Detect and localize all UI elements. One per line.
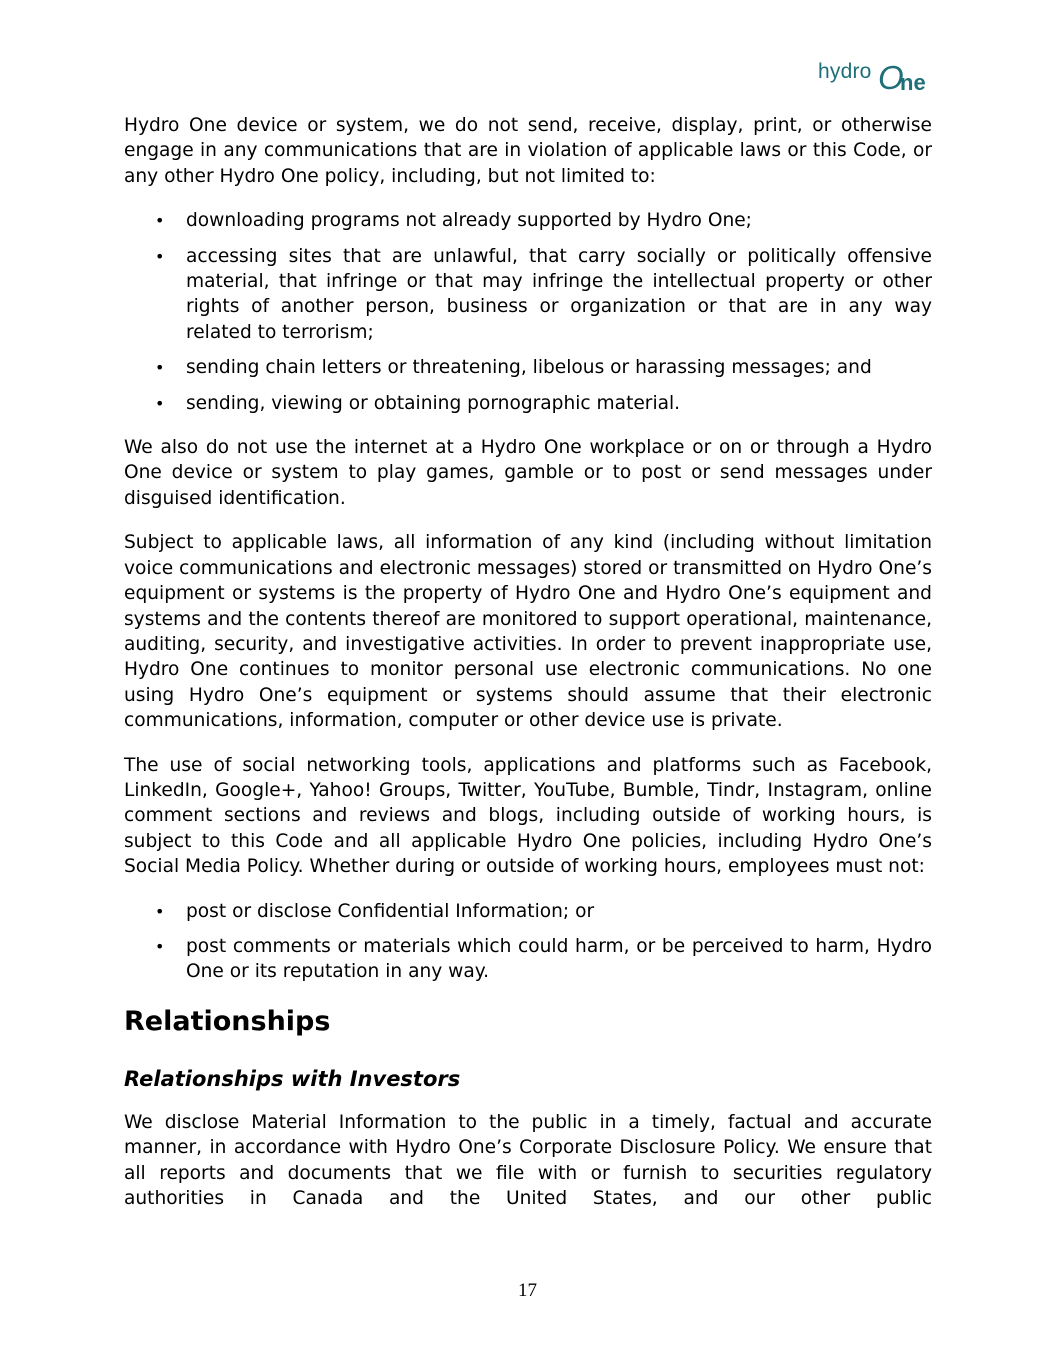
list-item xyxy=(124,899,932,924)
list-item xyxy=(124,934,932,985)
list-item-text: post or disclose Confidential Information; or xyxy=(186,900,595,922)
paragraph-information-property: Subject to applicable laws, all information of any kind (including without limitation voice communications and electronic messages) stored or transmitted on Hydro One’s equipment or systems is the property of Hydro One and Hydro One’s equipment and systems and the contents thereof are monitored to support operational, maintenance, auditing, security, and investigative activities. In order to prevent inappropriate use, Hydro One continues to monitor personal use electronic communications. No one using Hydro One’s equipment or systems should assume that their electronic communications, information, computer or other device use is private. xyxy=(124,532,932,732)
list-item xyxy=(124,391,932,416)
paragraph-internet-use: We also do not use the internet at a Hydro One workplace or on or through a Hydro One device or system to play games, gamble or to post or send messages under disguised identification. xyxy=(124,437,932,509)
paragraph-social-networking: The use of social networking tools, applications and platforms such as Facebook, LinkedIn, Google+, Yahoo! Groups, Twitter, YouTube, Bumble, Tindr, Instagram, online comment sections and reviews and blogs, including outside of working hours, is subject to this Code and all applicable Hydro One policies, including Hydro One’s Social Media Policy. Whether during or outside of working hours, employees must not: xyxy=(124,754,932,878)
bullet-icon: • xyxy=(155,211,165,231)
bullet-list-prohibited-activities xyxy=(124,208,932,416)
bullet-icon: • xyxy=(155,901,165,921)
subheading-relationships-with-investors: Relationships with Investors xyxy=(124,1066,461,1091)
list-item xyxy=(124,208,932,233)
bullet-icon: • xyxy=(155,936,165,956)
list-item-text: sending chain letters or threatening, libelous or harassing messages; and xyxy=(186,357,872,379)
logo-text-ne: ne xyxy=(900,70,926,95)
list-item xyxy=(124,244,932,346)
bullet-icon: • xyxy=(155,358,165,378)
list-item-text: accessing sites that are unlawful, that carry socially or politically offensive material, that infringe or that may infringe the intellectual property or other rights of another person, business or organization or that are in any way related to terrorism; xyxy=(186,245,932,343)
paragraph-communications-intro: Hydro One device or system, we do not send, receive, display, print, or otherwise engage in any communications that are in violation of applicable laws or this Code, or any other Hydro One policy, including, but not limited to: xyxy=(124,115,932,187)
list-item-text: sending, viewing or obtaining pornographic material. xyxy=(186,392,681,414)
page-number: 17 xyxy=(518,1280,537,1301)
list-item-text: downloading programs not already supported by Hydro One; xyxy=(186,210,752,232)
paragraph-material-information: We disclose Material Information to the public in a timely, factual and accurate manner, in accordance with Hydro One’s Corporate Disclosure Policy. We ensure that all reports and documents that we file with or furnish to securities regulatory authorities in Canada and the United States, and our other public xyxy=(124,1111,932,1209)
list-item xyxy=(124,355,932,380)
section-heading-relationships: Relationships xyxy=(124,1005,331,1037)
bullet-icon: • xyxy=(155,393,165,413)
bullet-list-employee-prohibitions xyxy=(124,899,932,985)
logo-text-hydro: hydro xyxy=(818,60,872,83)
bullet-icon: • xyxy=(155,246,165,266)
document-body xyxy=(124,113,932,1230)
list-item-text: post comments or materials which could harm, or be perceived to harm, Hydro One or its reputation in any way. xyxy=(186,935,932,983)
logo-text-o: O xyxy=(878,59,904,96)
hydro-one-logo xyxy=(818,58,936,102)
